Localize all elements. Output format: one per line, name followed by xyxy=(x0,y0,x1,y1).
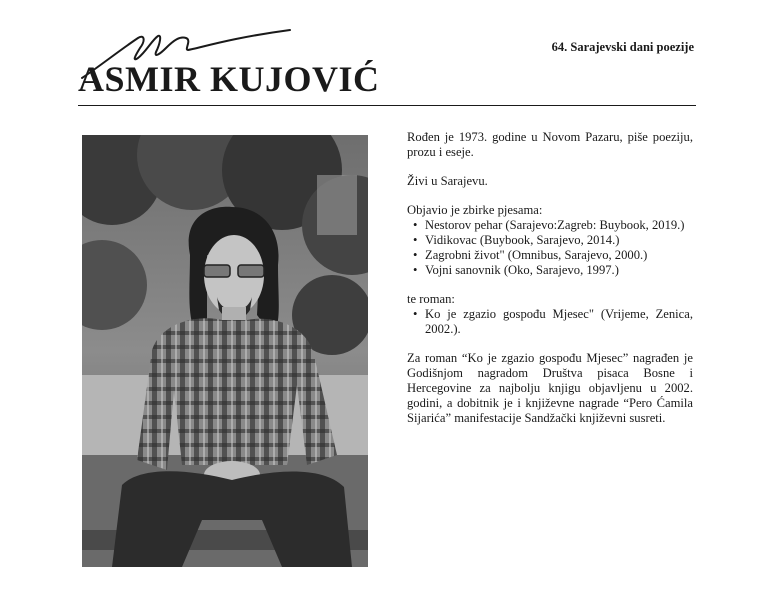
list-item: • Zagrobni život" (Omnibus, Sarajevo, 2000.) xyxy=(425,248,693,263)
biography xyxy=(407,130,693,440)
list-item: • Vidikovac (Buybook, Sarajevo, 2014.) xyxy=(425,233,693,248)
list-item: • Vojni sanovnik (Oko, Sarajevo, 1997.) xyxy=(425,263,693,278)
collections-list xyxy=(407,218,693,278)
author-name: ASMIR KUJOVIĆ xyxy=(78,59,380,99)
bio-birth: Rođen je 1973. godine u Novom Pazaru, piše poeziju, prozu i eseje. xyxy=(407,130,693,159)
collections-heading: Objavio je zbirke pjesama: xyxy=(407,203,543,217)
author-photo xyxy=(82,135,368,567)
bio-awards: Za roman “Ko je zgazio gospođu Mjesec” nagrađen je Godišnjom nagradom Društva pisaca Bosne i Hercegovine za najbolju knjigu objavljenu u 2002. godini, a dobitnik je i književne nagrade “Pero Ćamila Sijarića” manifestacije Sandžački književni susreti. xyxy=(407,351,693,425)
bio-residence: Živi u Sarajevu. xyxy=(407,174,488,188)
list-item: • Ko je zgazio gospođu Mjesec" (Vrijeme, Zenica, 2002.). xyxy=(425,307,693,337)
list-item: • Nestorov pehar (Sarajevo:Zagreb: Buybook, 2019.) xyxy=(425,218,693,233)
event-title: 64. Sarajevski dani poezije xyxy=(551,40,694,54)
novel-heading: te roman: xyxy=(407,292,455,306)
header-divider xyxy=(78,105,696,106)
novel-list xyxy=(407,307,693,337)
